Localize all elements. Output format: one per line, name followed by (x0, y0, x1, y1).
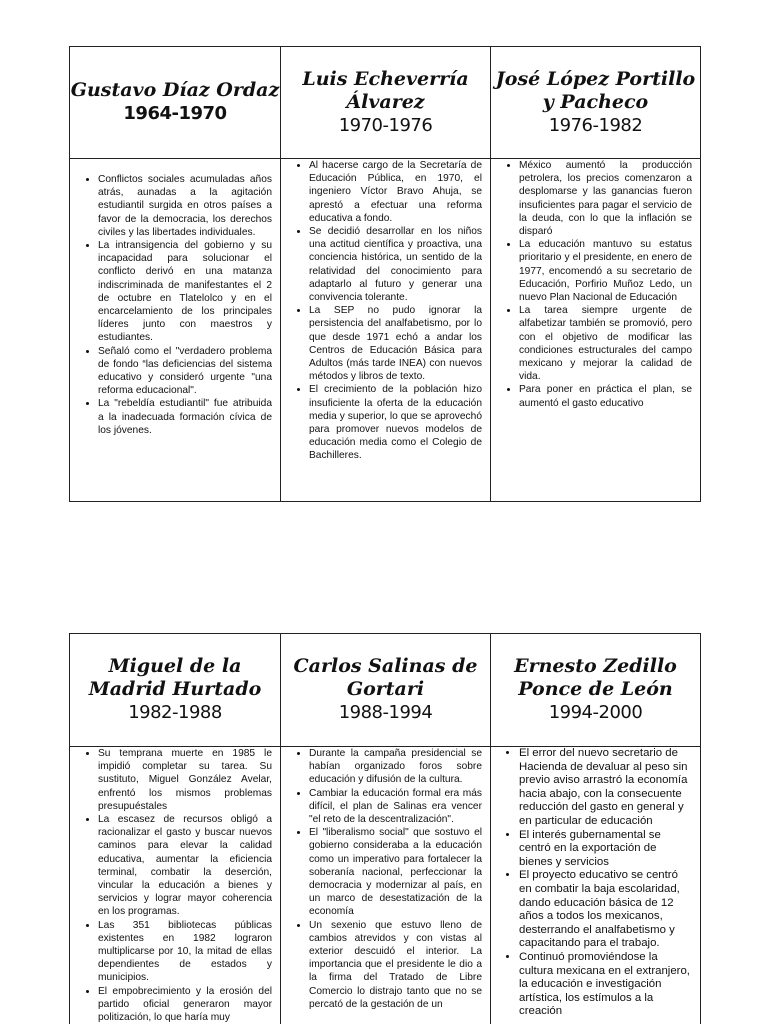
list-item: • Cambiar la educación formal era más difícil, el plan de Salinas era vencer "el reto de la descentralización". (309, 787, 482, 827)
president-years: 1982-1988 (128, 702, 222, 723)
president-years: 1976-1982 (548, 114, 643, 136)
president-name: Luis Echeverría Álvarez (302, 67, 469, 113)
header-cell-de-la-madrid (70, 634, 281, 747)
list-item: • La intransigencia del gobierno y su incapacidad para solucionar el conflicto derivó en una matanza indiscriminada de manifestantes el 2 de octubre en Tlatelolco y en el encarcelamiento de los principales líderes junto con maestros y estudiantes. (98, 239, 272, 345)
bullets-cell-zedillo (491, 747, 701, 1024)
list-item: • Señaló como el "verdadero problema de fondo “las deficiencias del sistema educativo y consideró urgente "una reforma educacional". (98, 345, 272, 398)
list-item: • Conflictos sociales acumuladas años atrás, aunadas a la agitación estudiantil surgida en otros países a favor de la democracia, los derechos civiles y las libertades individuales. (98, 173, 272, 239)
list-item: • La educación mantuvo su estatus prioritario y el presidente, en enero de 1977, encomendó a su secretario de Educación, Porfirio Muñoz Ledo, un nuevo Plan Nacional de Educación (519, 238, 692, 304)
bullet-list (491, 747, 700, 1019)
list-item: • La tarea siempre urgente de alfabetizar también se promovió, pero con el objetivo de modificar las condiciones estructurales del campo mexicano y mejorar la calidad de vida. (519, 304, 692, 383)
list-item: • El proyecto educativo se centró en combatir la baja escolaridad, dando educación básica de 12 años a todos los mexicanos, desterrando el analfabetismo y capacitando para el trabajo. (519, 869, 692, 951)
list-item: • México aumentó la producción petrolera, los precios comenzaron a desplomarse y las ganancias fueron insuficientes para pagar el servicio de la deuda, con lo que la inflación se disparó (519, 159, 692, 238)
bullet-list (281, 747, 490, 1011)
list-item: • El empobrecimiento y la erosión del partido oficial generaron mayor politización, lo que haría muy (98, 985, 272, 1024)
list-item: • Se decidió desarrollar en los niños una actitud científica y proactiva, una conciencia histórica, un sentido de la relatividad del conocimiento para adaptarlo al futuro y generar una convivencia tolerante. (309, 225, 482, 304)
president-years: 1970-1976 (338, 114, 433, 136)
list-item: • El error del nuevo secretario de Hacienda de devaluar al peso sin previo aviso arrastró la economía hacia abajo, con la consecuente reducción del gasto en general y en particular de educación (519, 747, 692, 829)
presidents-table-2 (69, 633, 701, 1024)
president-name: Ernesto Zedillo Ponce de León (514, 655, 677, 700)
bullet-list (70, 747, 280, 1024)
president-name: Carlos Salinas de Gortari (293, 655, 478, 700)
list-item: • Al hacerse cargo de la Secretaría de Educación Pública, en 1970, el ingeniero Víctor Bravo Ahuja, se aprestó a efectuar una reforma educativa a fondo. (309, 159, 482, 225)
president-years: 1988-1994 (338, 702, 433, 723)
list-item: • Su temprana muerte en 1985 le impidió completar su tarea. Su sustituto, Miguel González Avelar, enfrentó los mismos problemas presupuéstales (98, 747, 272, 813)
bullets-cell-de-la-madrid (70, 747, 281, 1024)
list-item: • Durante la campaña presidencial se habían organizado foros sobre educación y difusión de la cultura. (309, 747, 482, 787)
president-years: 1994-2000 (548, 702, 643, 723)
list-item: • Continuó promoviéndose la cultura mexicana en el extranjero, la educación e investigación artística, los estímulos a la creación (519, 951, 692, 1019)
list-item: • La SEP no pudo ignorar la persistencia del analfabetismo, por lo que desde 1971 echó a andar los Centros de Educación Básica para Adultos (más tarde INEA) con nuevos métodos y libros de texto. (309, 304, 482, 383)
president-name: Gustavo Díaz Ordaz (70, 79, 280, 101)
list-item: • Para poner en práctica el plan, se aumentó el gasto educativo (519, 383, 692, 409)
header-cell-zedillo (491, 634, 701, 747)
list-item: • El interés gubernamental se centró en la exportación de bienes y servicios (519, 829, 692, 870)
list-item: • Las 351 bibliotecas públicas existentes en 1982 lograron multiplicarse por 10, la mitad de ellas dependientes de estados y municipios. (98, 919, 272, 985)
list-item: • La "rebeldía estudiantil" fue atribuida a la inadecuada formación cívica de los jóvenes. (98, 397, 272, 437)
bullets-cell-salinas (281, 747, 491, 1024)
list-item: • La escasez de recursos obligó a racionalizar el gasto y buscar nuevos caminos para elevar la calidad educativa, aumentar la eficiencia terminal, combatir la deserción, vincular la educación a bienes y servicios y lograr mayor coherencia en los programas. (98, 813, 272, 919)
president-name: Miguel de la Madrid Hurtado (88, 655, 262, 700)
header-cell-salinas (281, 634, 491, 747)
list-item: • Un sexenio que estuvo lleno de cambios atrevidos y con vistas al exterior descuidó el interior. La importancia que el presidente le dio a la firma del Tratado de Libre Comercio lo distrajo tanto que no se percató de la gestación de un (309, 919, 482, 1011)
list-item: • El "liberalismo social" que sostuvo el gobierno consideraba a la educación como un imperativo para fortalecer la soberanía nacional, perfeccionar la democracia y modernizar al país, en un marco de desestatización de la economía (309, 826, 482, 918)
list-item: • El crecimiento de la población hizo insuficiente la oferta de la educación media y superior, lo que se aprovechó para promover nuevos modelos de educación media como el Colegio de Bachilleres. (309, 383, 482, 462)
president-name: José López Portillo y Pacheco (495, 67, 696, 113)
president-years: 1964-1970 (123, 103, 227, 124)
